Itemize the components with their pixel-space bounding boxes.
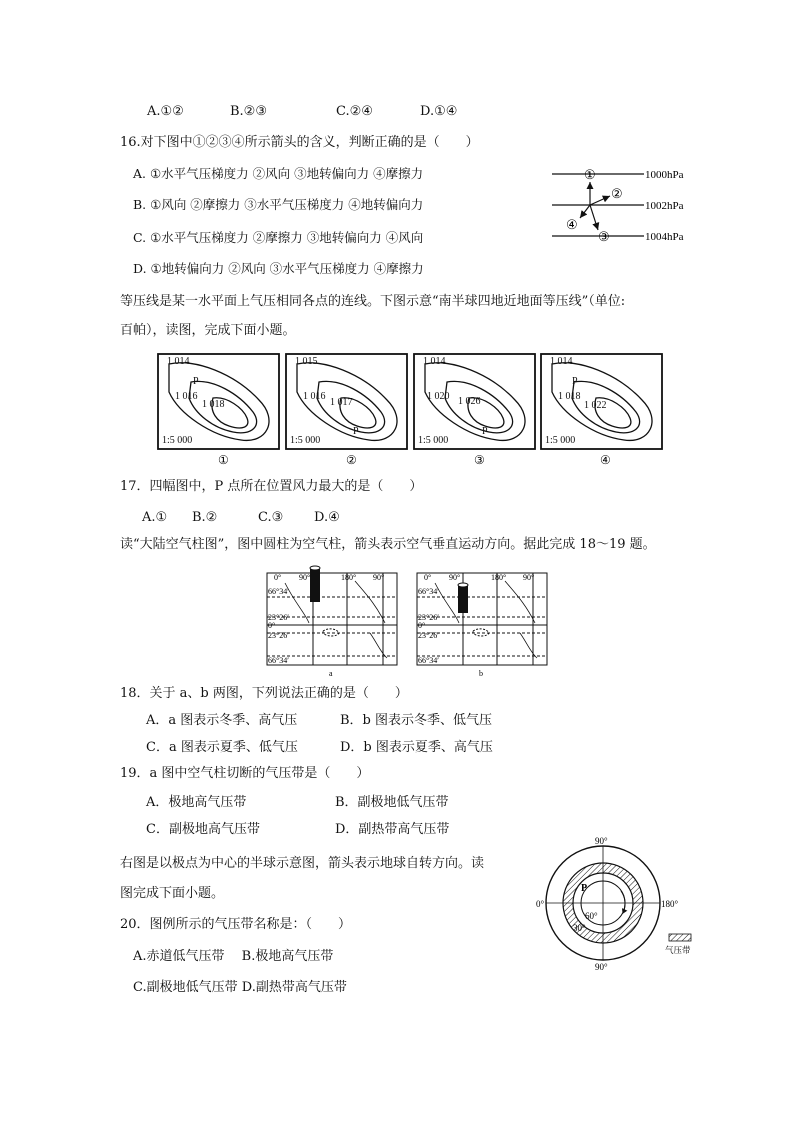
svg-text:60°: 60° — [585, 911, 598, 921]
svg-text:P: P — [572, 376, 578, 387]
q16-option-c: C. ①水平气压梯度力 ②摩擦力 ③地转偏向力 ④风向 — [133, 230, 424, 245]
svg-text:P: P — [353, 426, 359, 437]
svg-text:0°: 0° — [536, 899, 545, 909]
q16-option-d: D. ①地转偏向力 ②风向 ③水平气压梯度力 ④摩擦力 — [133, 261, 424, 276]
marker-1: ① — [584, 167, 596, 182]
svg-text:1:5 000: 1:5 000 — [545, 435, 576, 446]
q17-option-b: B.② — [192, 510, 218, 525]
q19-option-d: D．副热带高气压带 — [335, 822, 450, 837]
q17-option-a: A.① — [142, 510, 168, 525]
svg-text:23°26′: 23°26′ — [418, 613, 439, 622]
svg-text:1 018: 1 018 — [558, 391, 581, 402]
q17-option-c: C.③ — [258, 510, 284, 525]
q16-stem: 16.对下图中①②③④所示箭头的含义，判断正确的是（ ） — [120, 135, 479, 150]
q18-option-c: C．a 图表示夏季、低气压 — [146, 740, 298, 755]
svg-text:1 015: 1 015 — [295, 356, 318, 367]
svg-text:1:5 000: 1:5 000 — [162, 435, 193, 446]
polar-intro-line2: 图完成下面小题。 — [120, 886, 225, 901]
svg-text:a: a — [329, 669, 333, 678]
column-map-a — [267, 566, 397, 678]
q15-option-d: D.①④ — [420, 104, 458, 119]
q16-option-a: A. ①水平气压梯度力 ②风向 ③地转偏向力 ④摩擦力 — [133, 166, 424, 181]
svg-text:66°34′: 66°34′ — [418, 587, 439, 596]
svg-text:P: P — [193, 376, 199, 387]
isobar-map-4 — [541, 354, 662, 467]
svg-text:23°26′: 23°26′ — [268, 631, 289, 640]
svg-text:1 016: 1 016 — [303, 391, 326, 402]
svg-text:90°: 90° — [523, 573, 535, 582]
svg-text:1 022: 1 022 — [584, 400, 607, 411]
svg-text:0°: 0° — [424, 573, 432, 582]
isobar-map-3 — [414, 354, 535, 467]
marker-3: ③ — [598, 229, 610, 244]
svg-text:30°: 30° — [573, 923, 586, 933]
isobar-intro-line1: 等压线是某一水平面上气压相同各点的连线。下图示意“南半球四地近地面等压线”（单位: — [120, 294, 626, 309]
isobar-map-1 — [158, 354, 279, 467]
svg-text:1 018: 1 018 — [202, 399, 225, 410]
isobar-label: 1000hPa — [645, 169, 684, 181]
q17-option-d: D.④ — [314, 510, 340, 525]
svg-text:P: P — [482, 426, 488, 437]
q19-option-c: C．副极地高气压带 — [146, 822, 260, 837]
marker-2: ② — [611, 186, 623, 201]
svg-text:180°: 180° — [341, 573, 357, 582]
q18-option-d: D．b 图表示夏季、高气压 — [340, 740, 493, 755]
q17-stem: 17．四幅图中，P 点所在位置风力最大的是（ ） — [120, 479, 423, 494]
column-map-b — [417, 573, 547, 678]
polar-hemisphere-figure — [535, 833, 700, 973]
svg-text:P: P — [581, 883, 588, 894]
q20-stem: 20．图例所示的气压带名称是：（ ） — [120, 917, 352, 932]
air-column-figure — [265, 563, 560, 681]
svg-text:0°: 0° — [268, 621, 276, 630]
q16-option-b: B. ①风向 ②摩擦力 ③水平气压梯度力 ④地转偏向力 — [133, 197, 424, 212]
q20-options-line1: A.赤道低气压带 B.极地高气压带 — [133, 949, 334, 964]
force-arrows-figure — [548, 160, 698, 248]
q19-stem: 19．a 图中空气柱切断的气压带是（ ） — [120, 766, 370, 781]
column-intro: 读“大陆空气柱图”，图中圆柱为空气柱，箭头表示空气垂直运动方向。据此完成 18～19 题。 — [120, 537, 656, 552]
svg-text:1 014: 1 014 — [550, 356, 573, 367]
isobar-label: 1004hPa — [645, 231, 684, 243]
svg-text:180°: 180° — [491, 573, 507, 582]
svg-text:①: ① — [218, 453, 229, 467]
svg-text:b: b — [479, 669, 483, 678]
marker-4: ④ — [566, 217, 578, 232]
isobar-maps-figure — [155, 352, 665, 467]
svg-text:90°: 90° — [449, 573, 461, 582]
svg-text:23°26′: 23°26′ — [268, 613, 289, 622]
svg-text:1 026: 1 026 — [458, 396, 481, 407]
svg-text:0°: 0° — [274, 573, 282, 582]
q18-stem: 18．关于 a、b 两图，下列说法正确的是（ ） — [120, 686, 408, 701]
q19-option-b: B．副极地低气压带 — [335, 795, 449, 810]
svg-text:66°34′: 66°34′ — [268, 587, 289, 596]
svg-text:90°: 90° — [373, 573, 385, 582]
q15-option-a: A.①② — [147, 104, 184, 119]
q19-option-a: A．极地高气压带 — [146, 795, 247, 810]
q18-option-b: B．b 图表示冬季、低气压 — [340, 713, 493, 728]
svg-text:②: ② — [346, 453, 357, 467]
svg-text:90°: 90° — [595, 836, 608, 846]
svg-text:1:5 000: 1:5 000 — [418, 435, 449, 446]
q15-option-b: B.②③ — [230, 104, 267, 119]
svg-text:1 017: 1 017 — [330, 397, 353, 408]
svg-text:1 016: 1 016 — [175, 391, 198, 402]
svg-text:1 020: 1 020 — [427, 391, 450, 402]
svg-text:0°: 0° — [418, 621, 426, 630]
q20-options-line2: C.副极地低气压带 D.副热带高气压带 — [133, 980, 347, 995]
svg-text:180°: 180° — [661, 899, 679, 909]
svg-text:66°34′: 66°34′ — [268, 656, 289, 665]
legend-label: 气压带 — [665, 945, 691, 955]
isobar-label: 1002hPa — [645, 200, 684, 212]
q18-option-a: A．a 图表示冬季、高气压 — [146, 713, 298, 728]
svg-text:1 014: 1 014 — [423, 356, 446, 367]
polar-intro-line1: 右图是以极点为中心的半球示意图，箭头表示地球自转方向。读 — [120, 856, 485, 871]
isobar-intro-line2: 百帕），读图，完成下面小题。 — [120, 323, 296, 338]
svg-text:23°26′: 23°26′ — [418, 631, 439, 640]
svg-text:90°: 90° — [595, 962, 608, 972]
svg-text:④: ④ — [600, 453, 611, 467]
svg-text:90°: 90° — [299, 573, 311, 582]
svg-text:66°34′: 66°34′ — [418, 656, 439, 665]
svg-text:1:5 000: 1:5 000 — [290, 435, 321, 446]
isobar-map-2 — [286, 354, 407, 467]
legend-swatch — [669, 934, 691, 941]
q15-option-c: C.②④ — [336, 104, 373, 119]
svg-text:1 014: 1 014 — [167, 356, 190, 367]
svg-text:③: ③ — [474, 453, 485, 467]
